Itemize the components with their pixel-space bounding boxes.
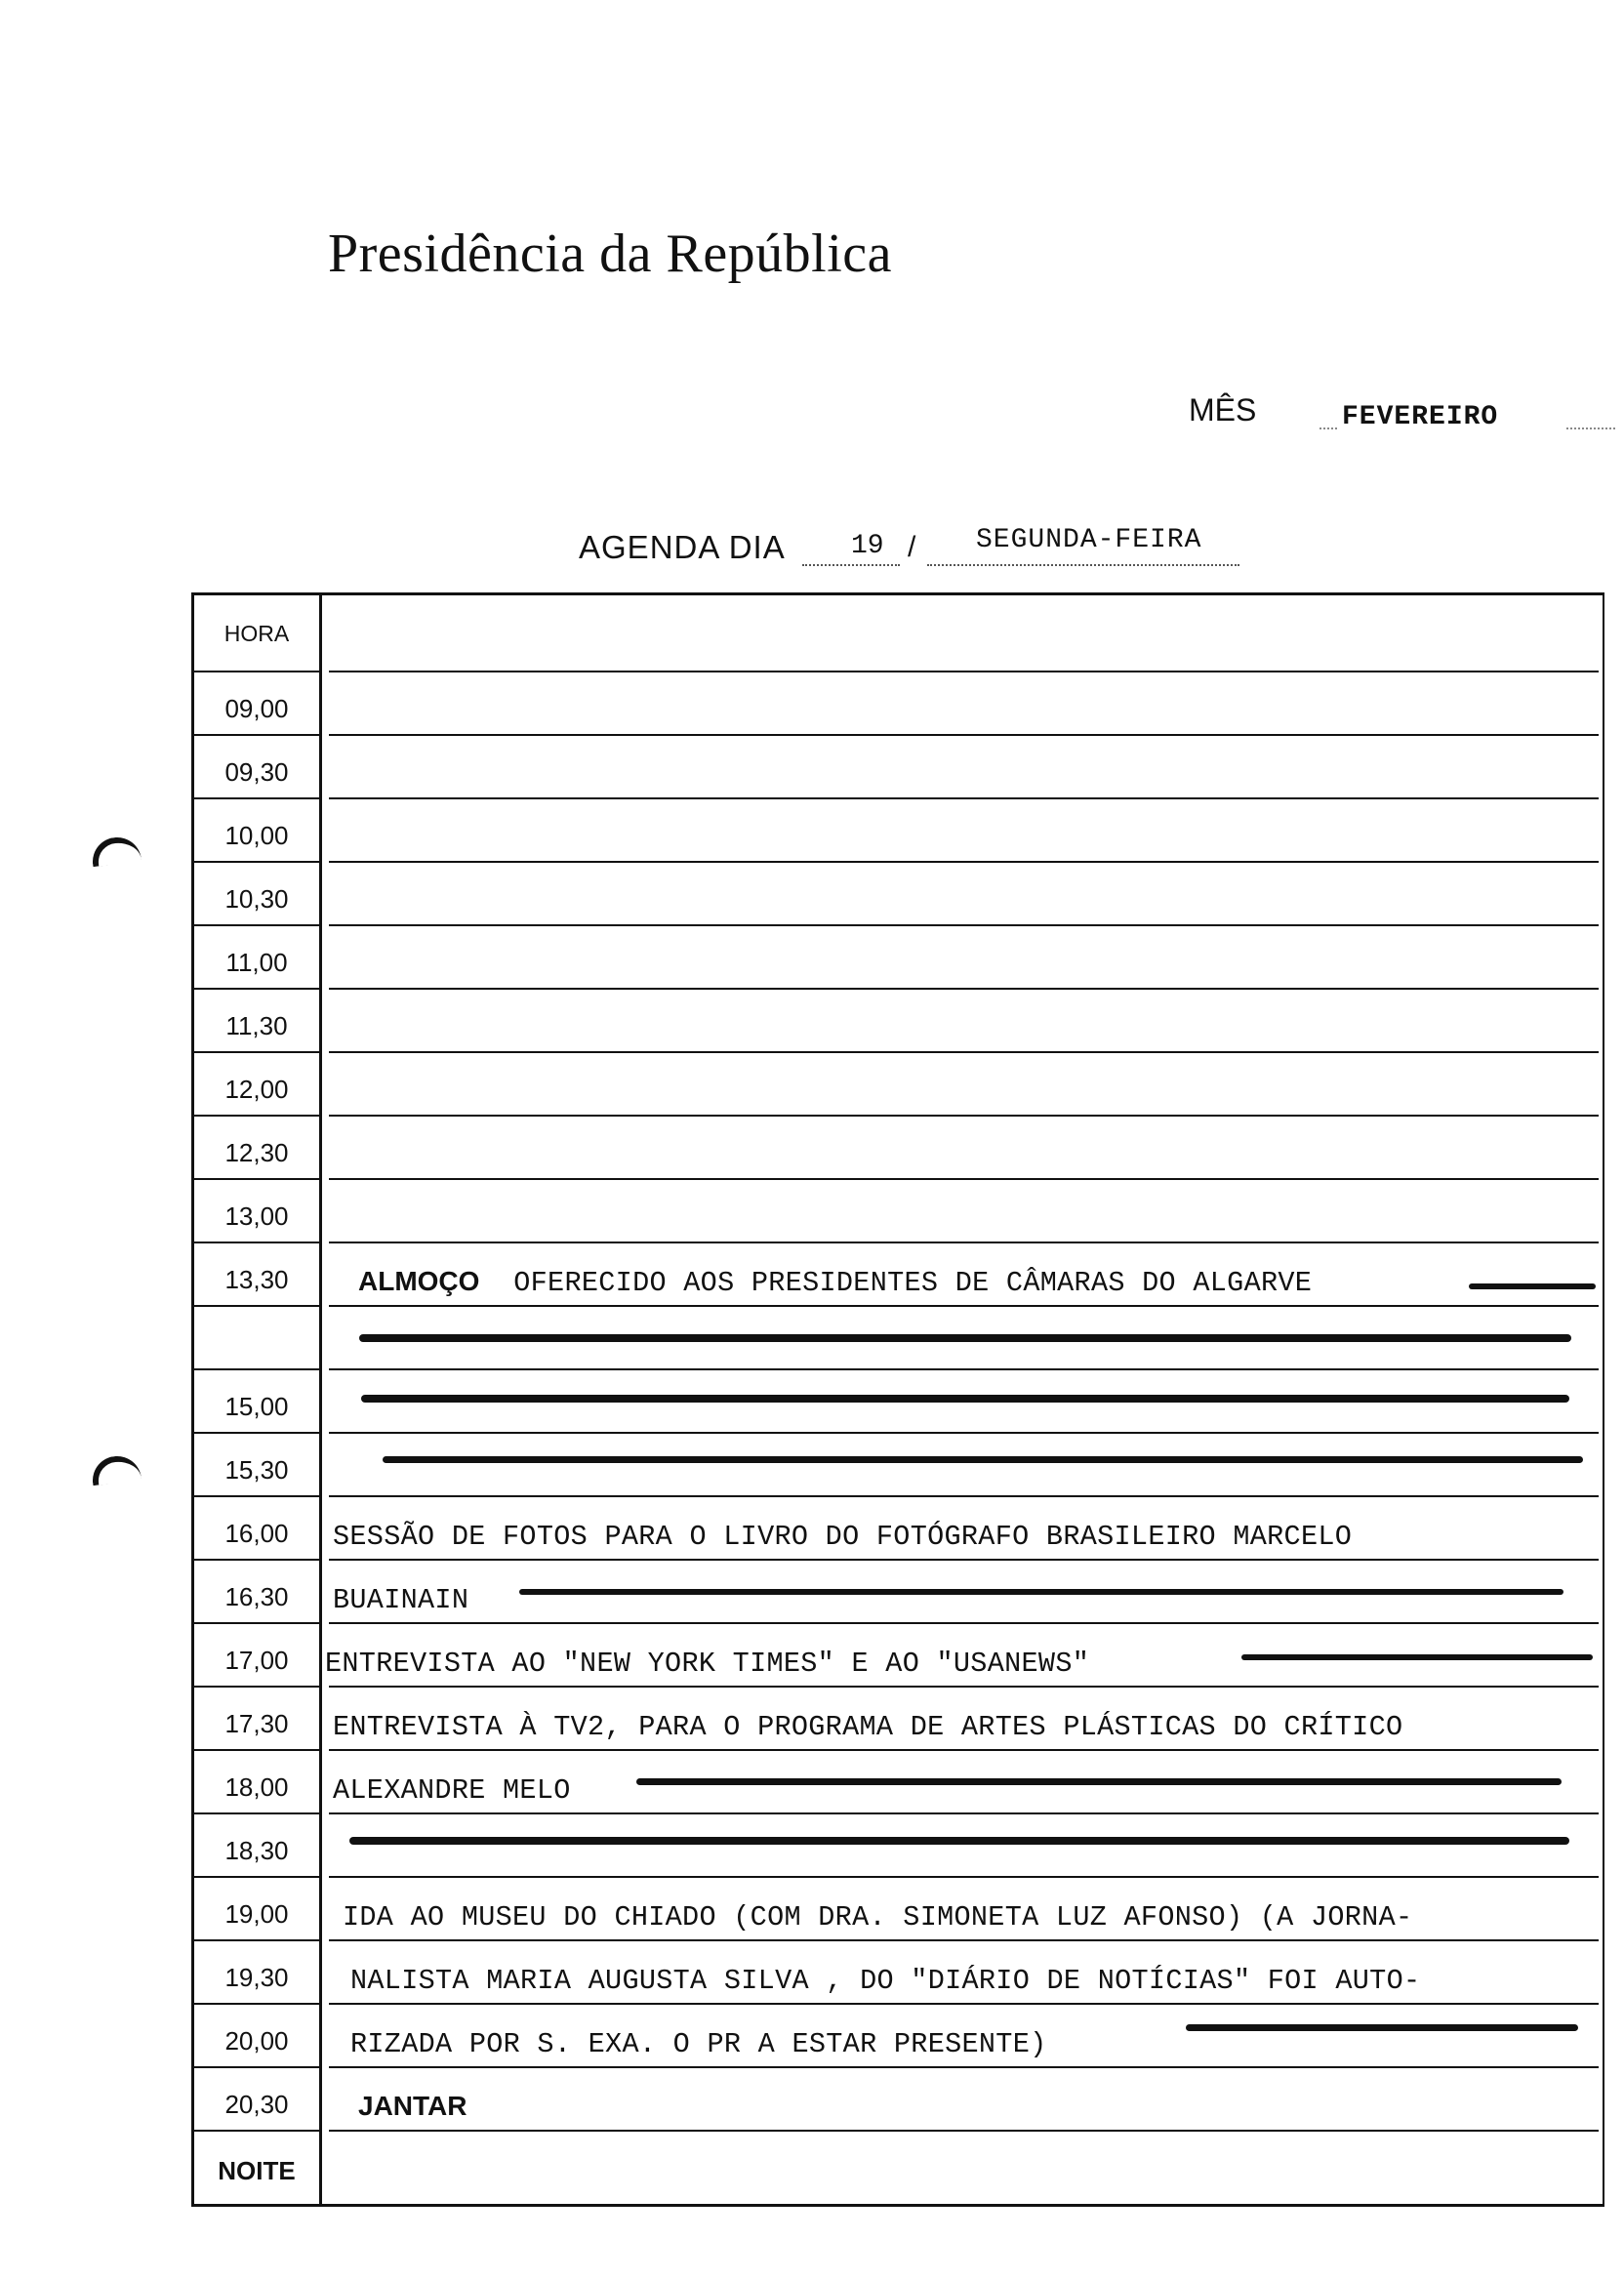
table-row xyxy=(194,1878,1603,1941)
strike-line xyxy=(349,1837,1569,1845)
time-cell: 11,00 xyxy=(225,948,288,977)
strike-line xyxy=(1469,1283,1596,1289)
time-cell: 09,30 xyxy=(224,757,289,787)
strike-line xyxy=(1241,1654,1593,1660)
entry-text: SESSÃO DE FOTOS PARA O LIVRO DO FOTÓGRAFO BRASILEIRO MARCELO xyxy=(333,1521,1353,1553)
month-dotted-line xyxy=(1320,428,1337,429)
time-cell: 17,00 xyxy=(224,1646,289,1675)
time-cell: 15,00 xyxy=(224,1392,289,1421)
page-title: Presidência da República xyxy=(327,224,892,284)
time-cell: 18,00 xyxy=(224,1772,289,1802)
strike-line xyxy=(636,1778,1562,1785)
entry-text: IDA AO MUSEU DO CHIADO (COM DRA. SIMONETA LUZ AFONSO) (A JORNA- xyxy=(343,1901,1413,1934)
strike-line xyxy=(361,1395,1569,1403)
entry-text: BUAINAIN xyxy=(333,1584,469,1616)
time-cell: 16,00 xyxy=(224,1519,289,1548)
table-row xyxy=(194,926,1603,990)
time-cell: 10,30 xyxy=(224,884,289,914)
day-number: 19 xyxy=(851,531,884,561)
strike-line xyxy=(359,1334,1571,1342)
time-cell: 19,30 xyxy=(224,1963,289,1992)
hora-header: HORA xyxy=(223,621,290,646)
time-cell: 20,00 xyxy=(224,2026,289,2056)
month-dotted-line-end xyxy=(1566,428,1615,429)
table-row xyxy=(194,1243,1603,1307)
time-cell: 09,00 xyxy=(224,694,289,723)
table-row xyxy=(194,1434,1603,1497)
time-cell: 11,30 xyxy=(225,1011,288,1040)
table-row xyxy=(194,2068,1603,2132)
table-header-row xyxy=(194,595,1603,672)
entry-text: ALEXANDRE MELO xyxy=(333,1774,571,1807)
strike-line xyxy=(383,1456,1583,1463)
entry-text xyxy=(358,1266,1591,1299)
entry-text: RIZADA POR S. EXA. O PR A ESTAR PRESENTE) xyxy=(350,2028,1047,2060)
time-cell xyxy=(194,1307,319,1370)
time-cell: 17,30 xyxy=(224,1709,289,1738)
table-row xyxy=(194,2005,1603,2068)
table-row xyxy=(194,990,1603,1053)
time-cell: 19,00 xyxy=(224,1899,289,1929)
entry-lead: JANTAR xyxy=(358,2091,467,2121)
table-row xyxy=(194,1941,1603,2005)
day-separator: / xyxy=(908,531,916,563)
table-row xyxy=(194,799,1603,863)
table-row xyxy=(194,1180,1603,1243)
noite-label: NOITE xyxy=(218,2156,296,2185)
table-row xyxy=(194,1497,1603,1561)
table-row xyxy=(194,1053,1603,1117)
table-row xyxy=(194,863,1603,926)
table-row xyxy=(194,672,1603,736)
weekday: SEGUNDA-FEIRA xyxy=(976,525,1202,555)
time-cell: 13,00 xyxy=(224,1201,289,1231)
table-footer-row xyxy=(194,2132,1603,2204)
binder-hole-mark xyxy=(91,835,142,867)
entry-text: NALISTA MARIA AUGUSTA SILVA , DO "DIÁRIO DE NOTÍCIAS" FOI AUTO- xyxy=(350,1965,1421,1997)
strike-line xyxy=(519,1589,1563,1595)
time-cell: 12,00 xyxy=(224,1075,289,1104)
month-value: FEVEREIRO xyxy=(1342,402,1499,432)
entry-text: ENTREVISTA À TV2, PARA O PROGRAMA DE ARTES PLÁSTICAS DO CRÍTICO xyxy=(333,1711,1403,1743)
table-row xyxy=(194,1688,1603,1751)
time-cell: 18,30 xyxy=(224,1836,289,1865)
table-row xyxy=(194,1814,1603,1878)
binder-hole-mark xyxy=(91,1454,142,1486)
entry-text: ENTREVISTA AO "NEW YORK TIMES" E AO "USANEWS" xyxy=(325,1648,1090,1680)
time-cell: 10,00 xyxy=(224,821,289,850)
time-cell: 16,30 xyxy=(224,1582,289,1611)
agenda-label: AGENDA DIA xyxy=(579,529,786,565)
table-row xyxy=(194,736,1603,799)
time-cell: 15,30 xyxy=(224,1455,289,1485)
strike-line xyxy=(1186,2024,1578,2031)
weekday-dotted-line xyxy=(927,564,1239,566)
month-label: MÊS xyxy=(1189,392,1257,428)
entry-lead: ALMOÇO xyxy=(358,1266,480,1296)
time-cell: 12,30 xyxy=(224,1138,289,1167)
day-dotted-line xyxy=(802,564,900,566)
table-row xyxy=(194,1117,1603,1180)
time-cell: 20,30 xyxy=(224,2090,289,2119)
entry-text xyxy=(358,2091,1591,2124)
time-cell: 13,30 xyxy=(224,1265,289,1294)
entry-detail: OFERECIDO AOS PRESIDENTES DE CÂMARAS DO ALGARVE xyxy=(513,1267,1313,1299)
